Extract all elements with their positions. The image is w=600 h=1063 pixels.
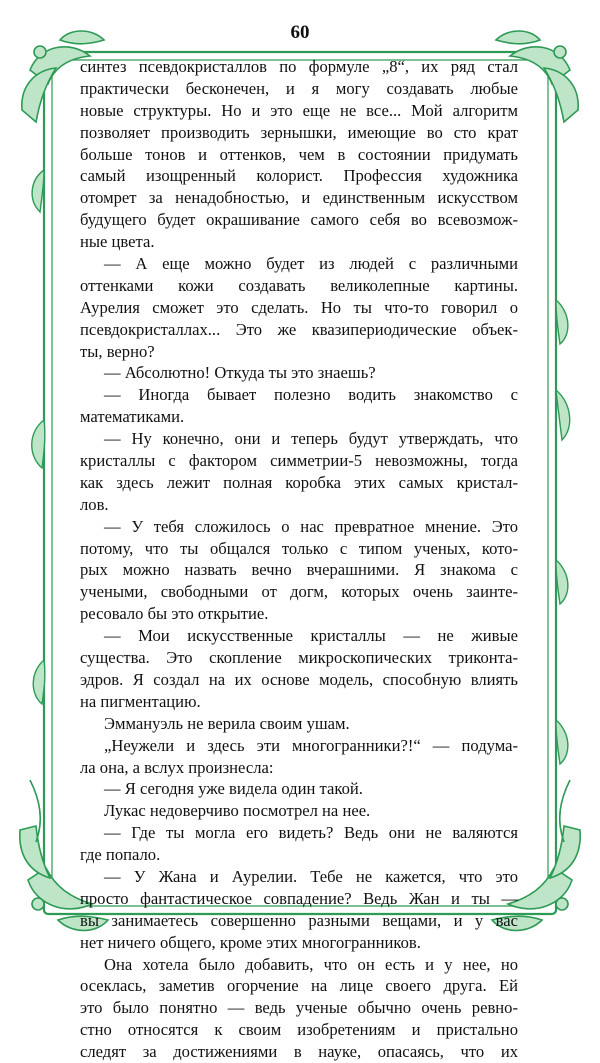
text-line: будущего будет окрашивание самого себя во всевозмож- — [80, 210, 518, 230]
text-line: — Я сегодня уже видела один такой. — [104, 779, 363, 799]
text-line: позволяет производить зернышки, имеющие во сто крат — [80, 122, 518, 142]
text-line: — У Жана и Аурелии. Тебе не кажется, что это — [104, 866, 518, 886]
text-line: просто фантастическое совпадение? Ведь Жан и ты — — [80, 888, 518, 908]
text-line: псевдокристаллах... Это же квазипериодические объек- — [80, 319, 518, 339]
text-line: — Абсолютно! Откуда ты это знаешь? — [104, 363, 376, 383]
text-line: это было понятно — ведь ученые обычно очень ревно- — [80, 998, 518, 1018]
text-line: математиками. — [80, 407, 185, 427]
page-number: 60 — [290, 22, 310, 43]
text-line: нет ничего общего, кроме этих многогранников. — [80, 932, 421, 952]
text-line: вы занимаетесь совершенно разными вещами, и у вас — [80, 910, 518, 930]
text-line: кристаллы с фактором симметрии-5 невозможны, тогда — [80, 451, 518, 471]
text-line: Она хотела было добавить, что он есть и у нее, но — [104, 954, 518, 974]
text-line: — У тебя сложилось о нас превратное мнение. Это — [104, 516, 518, 536]
text-line: ресовало бы это открытие. — [80, 604, 269, 624]
text-line: на пигментацию. — [80, 691, 201, 711]
text-line: учеными, свободными от догм, которых очень заинте- — [80, 582, 518, 602]
text-line: оттенками кожи создавать великолепные картины. — [80, 275, 518, 295]
text-line: ные цвета. — [80, 232, 155, 252]
text-line: рых можно назвать вечно вчерашними. Я знакома с — [80, 560, 518, 580]
text-line: где попало. — [80, 845, 161, 865]
text-line: — А еще можно будет из людей с различными — [104, 254, 518, 274]
text-line: — Ну конечно, они и теперь будут утверждать, что — [104, 429, 518, 449]
text-line: самый изощренный колорист. Профессия художника — [80, 166, 518, 186]
text-line: „Неужели и здесь эти многогранники?!“ — подума- — [104, 735, 518, 755]
text-line: как здесь лежит полная коробка этих самых кристал- — [80, 472, 518, 492]
text-line: новые структуры. Но и это еще не все... Мой алгоритм — [80, 100, 518, 120]
text-line: стно относятся к своим изобретениям и пристально — [80, 1020, 518, 1040]
text-line: эдров. Я создал на их основе модель, способную влиять — [80, 669, 518, 689]
text-line: Лукас недоверчиво посмотрел на нее. — [104, 801, 371, 821]
text-line: ла она, а вслух произнесла: — [80, 757, 274, 777]
text-line: Аурелия сможет это сделать. Но ты что-то говорил о — [80, 297, 518, 317]
text-line: осеклась, заметив огорчение на лице своего друга. Ей — [80, 976, 518, 996]
text-line: следят за достижениями в науке, опасаясь, что их — [80, 1042, 518, 1062]
text-line: отомрет за ненадобностью, и единственным искусством — [80, 188, 518, 208]
body-text — [80, 56, 518, 1063]
text-line: — Мои искусственные кристаллы — не живые — [104, 626, 518, 646]
text-line: потому, что ты общался только с типом ученых, кото- — [80, 538, 518, 558]
text-line: ты, верно? — [80, 341, 155, 361]
text-line: практически бесконечен, и я могу создавать любые — [80, 78, 518, 98]
text-line: больше тонов и оттенков, чем в состоянии придумать — [80, 144, 518, 164]
text-line: синтез псевдокристаллов по формуле „8“, их ряд стал — [80, 57, 518, 76]
text-line: — Иногда бывает полезно водить знакомство с — [104, 385, 518, 405]
text-line: Эммануэль не верила своим ушам. — [104, 713, 350, 733]
text-line: лов. — [80, 494, 109, 514]
text-line: — Где ты могла его видеть? Ведь они не валяются — [104, 823, 518, 843]
text-line: существа. Это скопление микроскопических триконта- — [80, 648, 518, 668]
